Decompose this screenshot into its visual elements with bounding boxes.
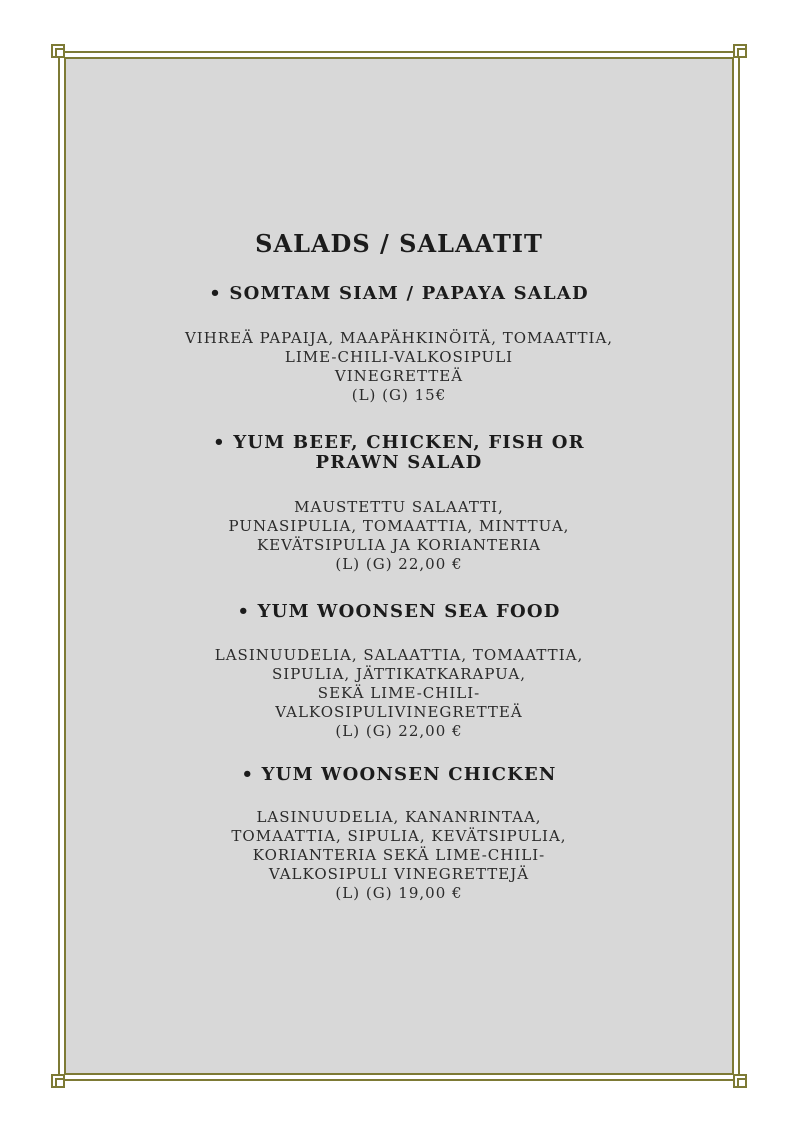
corner-ornament-bottom-right: [733, 1074, 747, 1088]
menu-item-description: LASINUUDELIA, KANANRINTAA, TOMAATTIA, SIPULIA, KEVÄTSIPULIA, KORIANTERIA SEKÄ LIME-CHILI- VALKOSIPULI VINEGRETTEJÄ (L) (G) 19,00 €: [64, 808, 734, 903]
menu-item-name: • YUM WOONSEN CHICKEN: [241, 764, 557, 785]
menu-item-description: LASINUUDELIA, SALAATTIA, TOMAATTIA, SIPULIA, JÄTTIKATKARAPUA, SEKÄ LIME-CHILI- VALKOSIPULIVINEGRETTEÄ (L) (G) 22,00 €: [64, 646, 734, 741]
menu-item-description: VIHREÄ PAPAIJA, MAAPÄHKINÖITÄ, TOMAATTIA, LIME-CHILI-VALKOSIPULI VINEGRETTEÄ (L) (G) 15€: [64, 329, 734, 405]
corner-ornament-top-right: [733, 44, 747, 58]
menu-item-name: • SOMTAM SIAM / PAPAYA SALAD: [209, 283, 589, 304]
page-title: SALADS / SALAATIT: [255, 229, 543, 258]
menu-item-price: (L) (G) 22,00 €: [335, 722, 463, 740]
menu-item-description: MAUSTETTU SALAATTI, PUNASIPULIA, TOMAATTIA, MINTTUA, KEVÄTSIPULIA JA KORIANTERIA (L) (G) 22,00 €: [64, 498, 734, 574]
menu-item-price: (L) (G) 15€: [351, 386, 447, 404]
menu-item-price: (L) (G) 22,00 €: [335, 555, 463, 573]
menu-item-price: (L) (G) 19,00 €: [335, 884, 463, 902]
corner-ornament-top-left: [51, 44, 65, 58]
menu-item-name: • YUM WOONSEN SEA FOOD: [237, 601, 561, 622]
corner-ornament-bottom-left: [51, 1074, 65, 1088]
menu-item-name: • YUM BEEF, CHICKEN, FISH OR PRAWN SALAD: [213, 432, 585, 473]
